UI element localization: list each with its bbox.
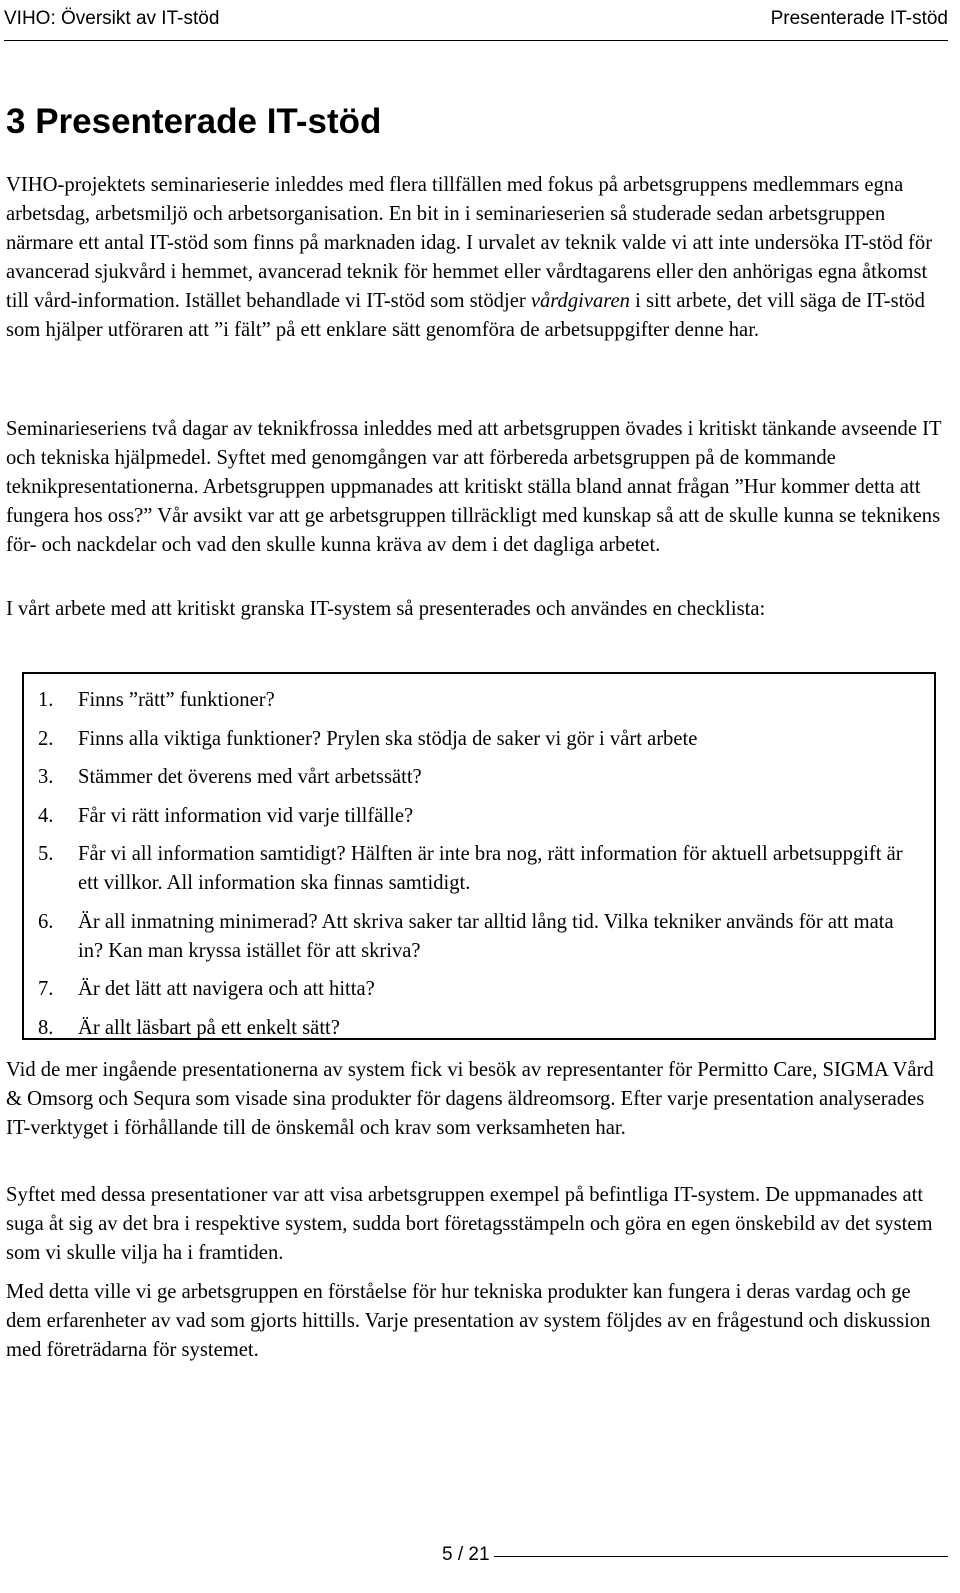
- paragraph-understanding: Med detta ville vi ge arbetsgruppen en förståelse för hur tekniska produkter kan fungera i deras vardag och ge dem erfarenheter av vad som gjorts hittills. Varje presentation av system följdes av en frågestund och diskussion med företrädarna för systemet.: [6, 1281, 931, 1361]
- checklist-item-number: 8.: [38, 1016, 54, 1039]
- checklist-item: [38, 763, 918, 792]
- paragraph-intro: [6, 171, 950, 345]
- checklist-item: [38, 686, 918, 715]
- page-footer: [0, 1542, 960, 1572]
- paragraph-purpose: Syftet med dessa presentationer var att visa arbetsgruppen exempel på befintliga IT-system. De uppmanades att suga åt sig av det bra i respektive system, sudda bort företagsstämpeln och göra en egen önskebild av det system som vi skulle vilja ha i framtiden.: [6, 1184, 933, 1264]
- checklist-box: [22, 672, 936, 1040]
- paragraph-intro-text: VIHO-projektets seminarieserie inleddes med flera tillfällen med fokus på arbetsgruppens medlemmars egna arbetsdag, arbetsmiljö och arbetsorganisation. En bit in i seminarieserien så studerade sedan arbetsgruppen närmare ett antal IT-stöd som finns på marknaden idag. I urvalet av teknik valde vi att inte undersöka IT-stöd för avancerad sjukvård i hemmet, avancerad teknik för hemmet eller vårdtagarens eller den anhörigas egna åtkomst till vård-information. Istället behandlade vi IT-stöd som stödjer: [6, 174, 933, 312]
- checklist-item-number: 4.: [38, 804, 54, 827]
- paragraph-presentations: Vid de mer ingående presentationerna av system fick vi besök av representanter för Permitto Care, SIGMA Vård & Omsorg och Sequra som visade sina produkter för dagens äldreomsorg. Efter varje presentation analyserades IT-verktyget i förhållande till de önskemål och krav som verksamheten har.: [6, 1059, 934, 1139]
- checklist-item-text: Stämmer det överens med vårt arbetssätt?: [78, 766, 422, 788]
- checklist-item-text: Får vi all information samtidigt? Hälften är inte bra nog, rätt information för aktuell arbetsuppgift är ett villkor. All information ska finnas samtidigt.: [78, 843, 903, 894]
- checklist-item: [38, 975, 918, 1004]
- header-section-title: Presenterade IT-stöd: [770, 8, 948, 29]
- checklist-item-number: 1.: [38, 689, 54, 711]
- checklist-item-number: 6.: [38, 910, 54, 933]
- checklist-item-text: Är allt läsbart på ett enkelt sätt?: [78, 1016, 340, 1039]
- checklist-item-text: Får vi rätt information vid varje tillfälle?: [78, 804, 414, 827]
- checklist-item: [38, 802, 918, 831]
- checklist-item: [38, 1014, 918, 1043]
- checklist-item: [38, 725, 918, 754]
- paragraph-intro-tail: i sitt arbete, det vill säga de IT-stöd som hjälper utföraren att ”i fält” på ett enklare sätt genomföra de arbetsuppgifter denne har.: [6, 290, 925, 341]
- checklist-item: [38, 840, 918, 898]
- checklist-item-number: 5.: [38, 843, 54, 865]
- checklist-item-number: 2.: [38, 727, 54, 750]
- checklist-item: [38, 908, 918, 966]
- checklist-item-text: Är all inmatning minimerad? Att skriva saker tar alltid lång tid. Vilka tekniker används för att mata in? Kan man kryssa istället för att skriva?: [78, 910, 894, 962]
- paragraph-checklist-intro: I vårt arbete med att kritiskt granska IT-system så presenterades och användes en checklista:: [6, 598, 766, 620]
- checklist-item-text: Är det lätt att navigera och att hitta?: [78, 978, 375, 1000]
- header-document-title: VIHO: Översikt av IT-stöd: [4, 8, 220, 29]
- checklist-item-text: Finns ”rätt” funktioner?: [78, 689, 275, 711]
- page-number: 5 / 21: [438, 1544, 494, 1566]
- checklist-item-text: Finns alla viktiga funktioner? Prylen ska stödja de saker vi gör i vårt arbete: [78, 727, 698, 750]
- footer-rule: [488, 1556, 948, 1557]
- checklist-item-number: 3.: [38, 766, 54, 788]
- chapter-title: 3 Presenterade IT-stöd: [6, 102, 382, 141]
- checklist-item-number: 7.: [38, 978, 54, 1000]
- paragraph-critical-thinking: Seminarieseriens två dagar av teknikfrossa inleddes med att arbetsgruppen övades i kritiskt tänkande avseende IT och tekniska hjälpmedel. Syftet med genomgången var att förbereda arbetsgruppen på de kommande teknikpresentationerna. Arbetsgruppen uppmanades att kritiskt ställa bland annat frågan ”Hur kommer detta att fungera hos oss?” Vår avsikt var att ge arbetsgruppen tillräckligt med kunskap så att de skulle kunna se teknikens för- och nackdelar och vad den skulle kunna kräva av dem i det dagliga arbetet.: [6, 418, 942, 556]
- paragraph-intro-emphasis: vårdgivaren: [530, 290, 630, 312]
- running-header: [4, 4, 948, 41]
- checklist: [38, 686, 918, 1052]
